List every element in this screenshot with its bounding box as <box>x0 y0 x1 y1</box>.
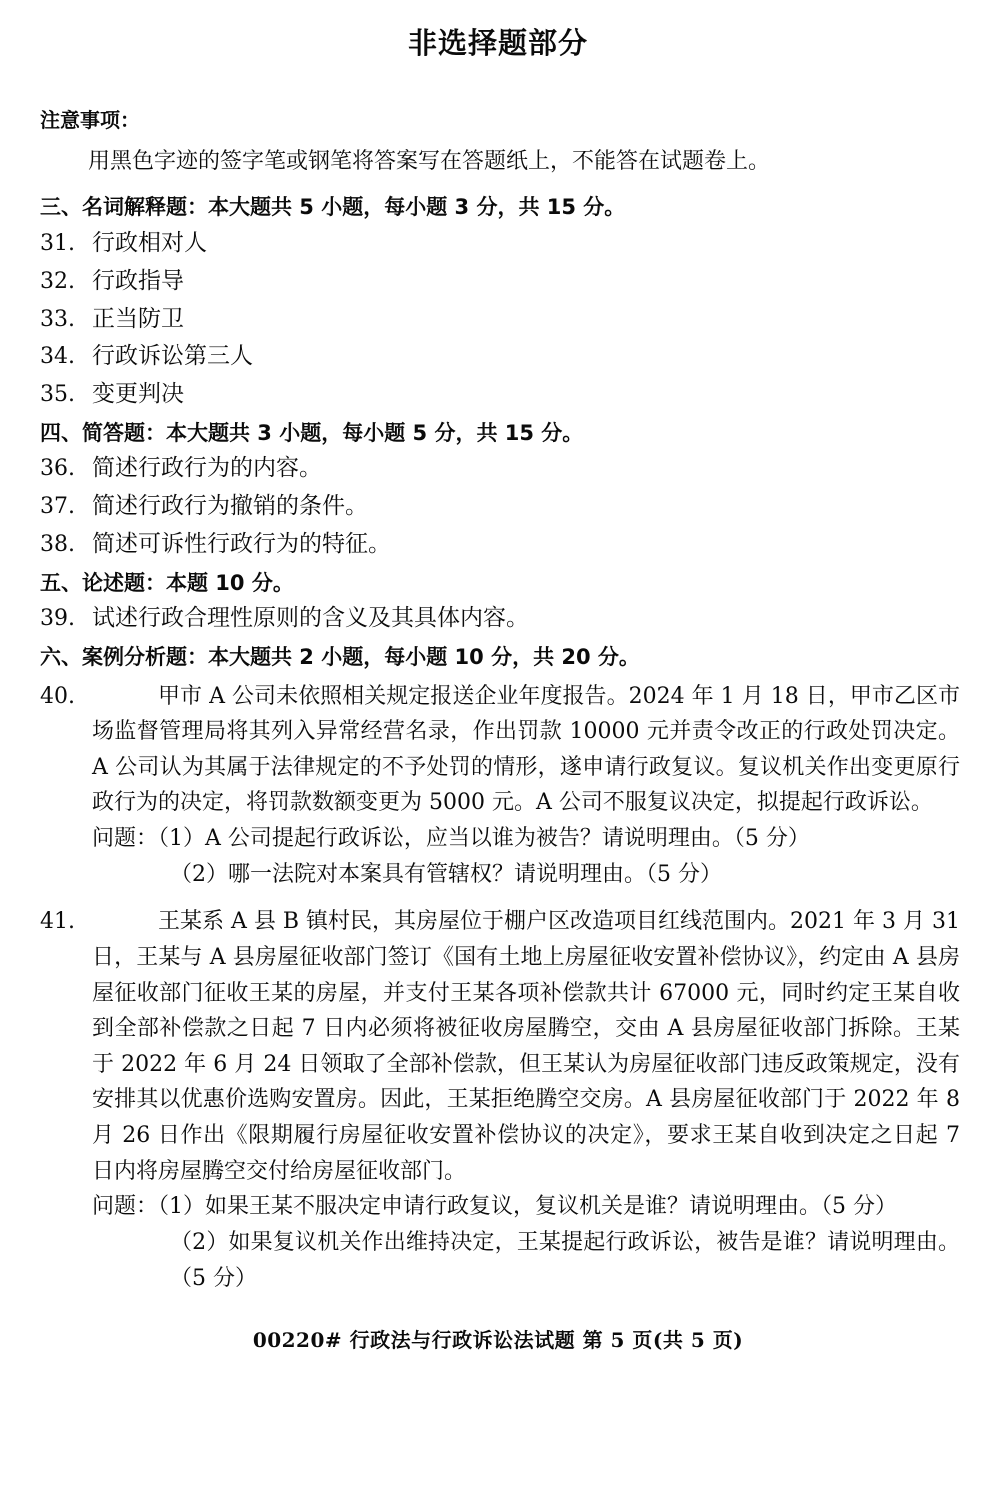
case-question-41 <box>40 904 968 1296</box>
question-number: 35. <box>40 382 75 408</box>
case-question-40 <box>40 679 968 893</box>
case-sub-question-text: （1）如果王某不服决定申请行政复议，复议机关是谁？请说明理由。（5 分） <box>158 1194 898 1220</box>
case-prompt-label: 问题： <box>92 1194 159 1220</box>
section-heading-3: 三、名词解释题：本大题共 5 小题，每小题 3 分，共 15 分。 <box>40 195 626 220</box>
question-number: 31. <box>40 230 75 256</box>
case-sub-question-text: （2）哪一法院对本案具有管辖权？请说明理由。（5 分） <box>170 861 722 887</box>
question-number: 36. <box>40 456 75 482</box>
page-footer: 00220# 行政法与行政诉讼法试题 第 5 页(共 5 页) <box>252 1328 744 1353</box>
question-item-31 <box>40 229 968 259</box>
question-item-37 <box>40 492 968 522</box>
case-sub-question-text: （1）A 公司提起行政诉讼，应当以谁为被告？请说明理由。（5 分） <box>158 826 810 851</box>
case-number: 40. <box>40 683 75 709</box>
question-item-34 <box>40 342 968 372</box>
question-text: 行政相对人 <box>92 229 207 256</box>
question-text: 行政指导 <box>92 267 184 294</box>
case-paragraph: 王某系 A 县 B 镇村民，其房屋位于棚户区改造项目红线范围内。2021 年 3 月 31 日，王某与 A 县房屋征收部门签订《国有土地上房屋征收安置补偿协议》，约定由 A 县房屋征收部门征收王某的房屋，并支付王某各项补偿款共计 67000 元，同时约定王某自收到全部补偿款之日起 7 日内必须将被征收房屋腾空，交由 A 县房屋征收部门拆除。王某于 2022 年 6 月 24 日领取了全部补偿款，但王某认为房屋征收部门违反政策规定，没有安排其以优惠价选购安置房。因此，王某拒绝腾空交房。A 县房屋征收部门于 2022 年 8 月 26 日作出《限期履行房屋征收安置补偿协议的决定》，要求王某自收到决定之日起 7 日内将房屋腾空交付给房屋征收部门。 <box>92 909 960 1184</box>
section-heading-5: 五、论述题：本题 10 分。 <box>40 571 294 596</box>
question-text: 变更判决 <box>92 381 184 408</box>
case-prompt-label: 问题： <box>92 826 159 851</box>
case-sub-question-1 <box>92 821 960 857</box>
question-item-38 <box>40 530 968 560</box>
section-heading-4: 四、简答题：本大题共 3 小题，每小题 5 分，共 15 分。 <box>40 421 584 446</box>
question-text: 简述可诉性行政行为的特征。 <box>92 531 391 558</box>
case-number: 41. <box>40 909 75 935</box>
case-paragraph: 甲市 A 公司未依照相关规定报送企业年度报告。2024 年 1 月 18 日，甲市乙区市场监督管理局将其列入异常经营名录，作出罚款 10000 元并责令改正的行政处罚决定。A 公司认为其属于法律规定的不予处罚的情形，遂申请行政复议。复议机关作出变更原行政行为的决定，将罚款数额变更为 5000 元。A 公司不服复议决定，拟提起行政诉讼。 <box>92 683 960 816</box>
question-number: 37. <box>40 494 75 520</box>
question-number: 32. <box>40 268 75 294</box>
question-number: 33. <box>40 306 75 332</box>
section-heading-6: 六、案例分析题：本大题共 2 小题，每小题 10 分，共 20 分。 <box>40 645 640 670</box>
question-number: 38. <box>40 532 75 558</box>
question-text: 简述行政行为撤销的条件。 <box>92 493 368 520</box>
question-text: 行政诉讼第三人 <box>92 343 253 370</box>
question-item-33 <box>40 305 968 335</box>
question-text: 简述行政行为的内容。 <box>92 455 322 482</box>
question-text: 试述行政合理性原则的含义及其具体内容。 <box>92 605 529 632</box>
case-sub-question-2 <box>92 857 960 893</box>
question-item-35 <box>40 380 968 410</box>
case-body <box>92 904 968 1296</box>
case-sub-question-2 <box>92 1225 960 1296</box>
case-body <box>92 679 968 893</box>
question-number: 39. <box>40 606 75 632</box>
question-number: 34. <box>40 344 75 370</box>
page-title: 非选择题部分 <box>407 26 588 60</box>
question-item-36 <box>40 454 968 484</box>
notice-body: 用黑色字迹的签字笔或钢笔将答案写在答题纸上，不能答在试题卷上。 <box>88 148 771 174</box>
notice-heading: 注意事项： <box>40 107 140 132</box>
question-item-32 <box>40 267 968 297</box>
question-item-39 <box>40 604 968 634</box>
case-sub-question-text: （2）如果复议机关作出维持决定，王某提起行政诉讼，被告是谁？请说明理由。（5 分） <box>170 1229 960 1291</box>
question-text: 正当防卫 <box>92 305 184 332</box>
case-sub-question-1 <box>92 1189 960 1225</box>
